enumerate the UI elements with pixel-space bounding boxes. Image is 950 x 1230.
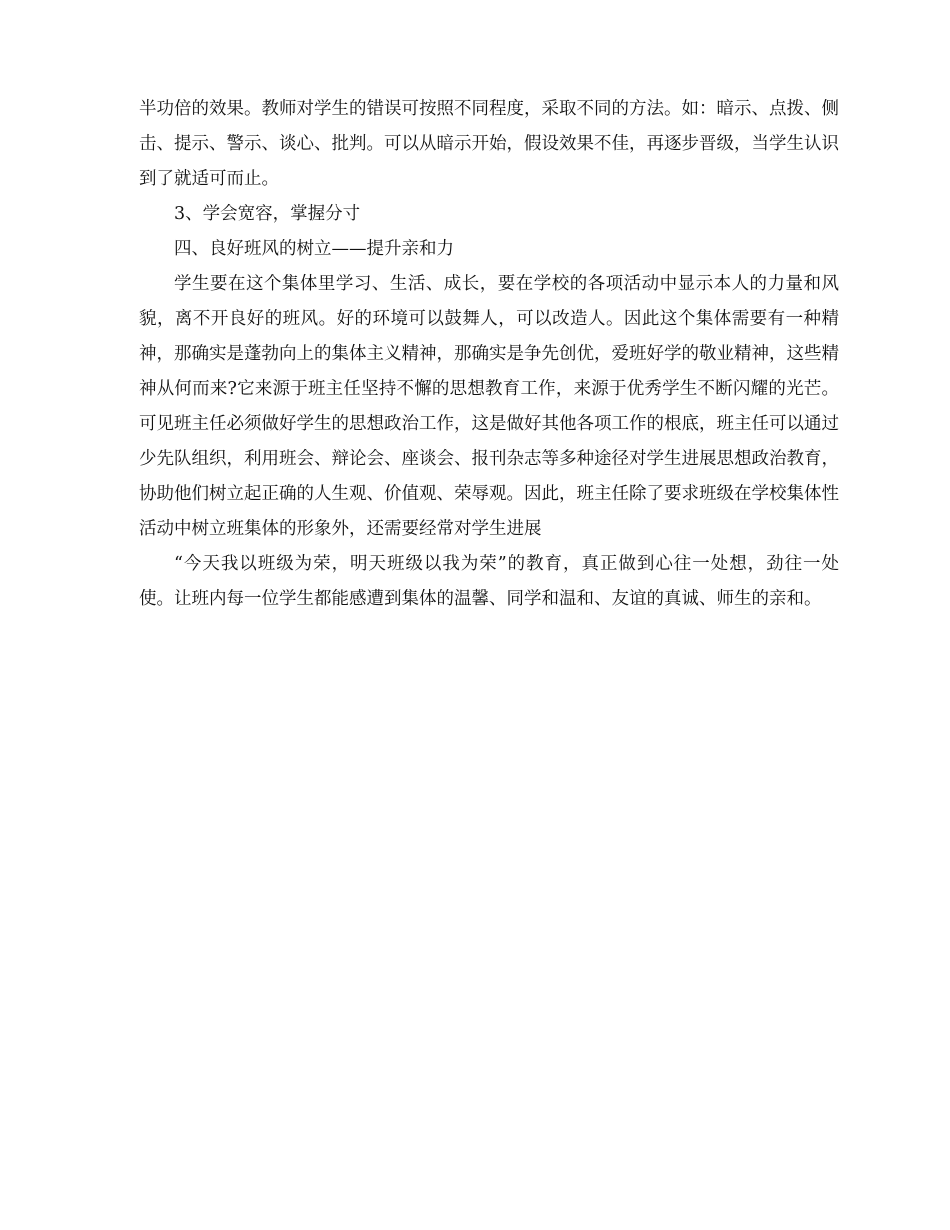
subheading-tolerance: 3、学会宽容，掌握分寸 [174, 204, 361, 224]
paragraph-continuation: 半功倍的效果。教师对学生的错误可按照不同程度，采取不同的方法。如：暗示、点拨、侧击、提示、警示、谈心、批判。可以从暗示开始，假设效果不佳，再逐步晋级，当学生认识到了就适可而止。 [139, 99, 839, 189]
section-heading-class-spirit: 四、良好班风的树立——提升亲和力 [174, 239, 454, 259]
document-body [139, 92, 839, 617]
paragraph-class-spirit: 学生要在这个集体里学习、生活、成长，要在学校的各项活动中显示本人的力量和风貌，离不开良好的班风。好的环境可以鼓舞人，可以改造人。因此这个集体需要有一种精神，那确实是蓬勃向上的集体主义精神，那确实是争先创优，爱班好学的敬业精神，这些精神从何而来?它来源于班主任坚持不懈的思想教育工作，来源于优秀学生不断闪耀的光芒。可见班主任必须做好学生的思想政治工作，这是做好其他各项工作的根底，班主任可以通过少先队组织，利用班会、辩论会、座谈会、报刊杂志等多种途径对学生进展思想政治教育，协助他们树立起正确的人生观、价值观、荣辱观。因此，班主任除了要求班级在学校集体性活动中树立班集体的形象外，还需要经常对学生进展 [139, 274, 839, 539]
paragraph-honor-education: “今天我以班级为荣，明天班级以我为荣”的教育，真正做到心往一处想，劲往一处使。让班内每一位学生都能感遭到集体的温馨、同学和温和、友谊的真诚、师生的亲和。 [139, 554, 839, 609]
